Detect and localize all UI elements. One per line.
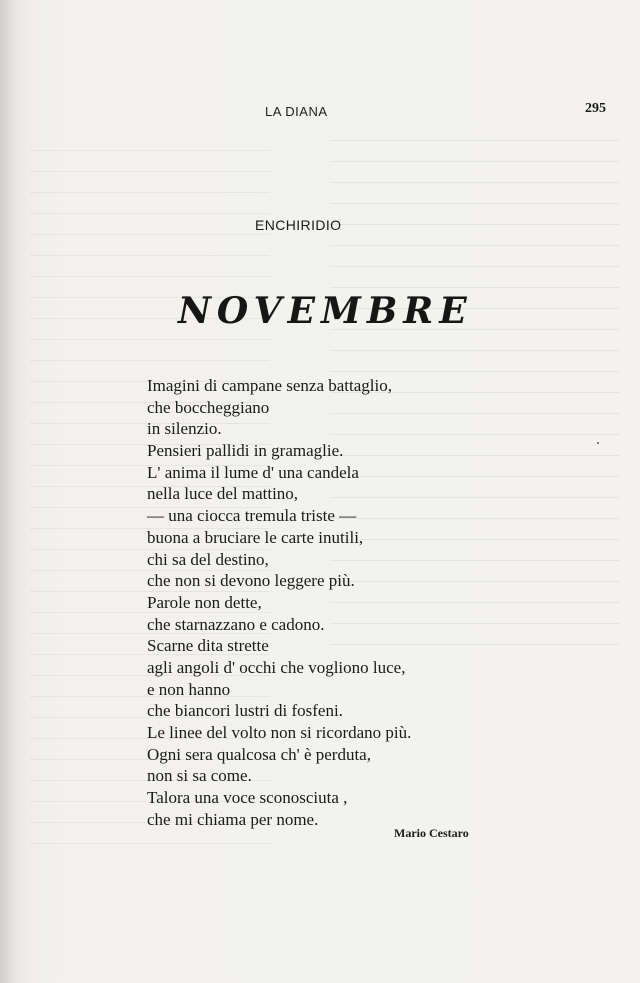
poem-line: in silenzio. bbox=[147, 419, 222, 439]
poem-line: che mi chiama per nome. bbox=[147, 809, 319, 829]
poem-line: chi sa del destino, bbox=[147, 549, 269, 569]
poem-line: Pensieri pallidi in gramaglie. bbox=[147, 441, 344, 461]
poem-title: NOVEMBRE bbox=[178, 290, 473, 332]
poem-line: nella luce del mattino, bbox=[147, 484, 299, 504]
poem-line: — una ciocca tremula triste — bbox=[147, 506, 357, 526]
poem-line: che boccheggiano bbox=[147, 397, 270, 417]
poem-line: Ogni sera qualcosa ch' è perduta, bbox=[147, 744, 371, 764]
poem-body bbox=[147, 375, 411, 830]
running-head: LA DIANA bbox=[265, 104, 328, 119]
poem-line: Scarne dita strette bbox=[147, 636, 269, 656]
poem-line: non si sa come. bbox=[147, 766, 252, 786]
poem-line: che non si devono leggere più. bbox=[147, 571, 355, 591]
poem-line: buona a bruciare le carte inutili, bbox=[147, 527, 364, 547]
poem-line: Imagini di campane senza battaglio, bbox=[147, 376, 392, 395]
poem-line: L' anima il lume d' una candela bbox=[147, 462, 359, 482]
poem-line: e non hanno bbox=[147, 679, 231, 699]
poem-line: che biancori lustri di fosfeni. bbox=[147, 701, 343, 721]
poem-line: che starnazzano e cadono. bbox=[147, 614, 325, 634]
poem-line: Le linee del volto non si ricordano più. bbox=[147, 723, 412, 742]
poem-line: agli angoli d' occhi che vogliono luce, bbox=[147, 657, 406, 677]
print-speck bbox=[597, 442, 599, 444]
poem-line: Parole non dette, bbox=[147, 592, 262, 612]
page-number: 295 bbox=[585, 101, 606, 116]
section-title: ENCHIRIDIO bbox=[255, 217, 342, 233]
author-signature: Mario Cestaro bbox=[394, 826, 469, 840]
poem-line: Talora una voce sconosciuta , bbox=[147, 788, 348, 808]
